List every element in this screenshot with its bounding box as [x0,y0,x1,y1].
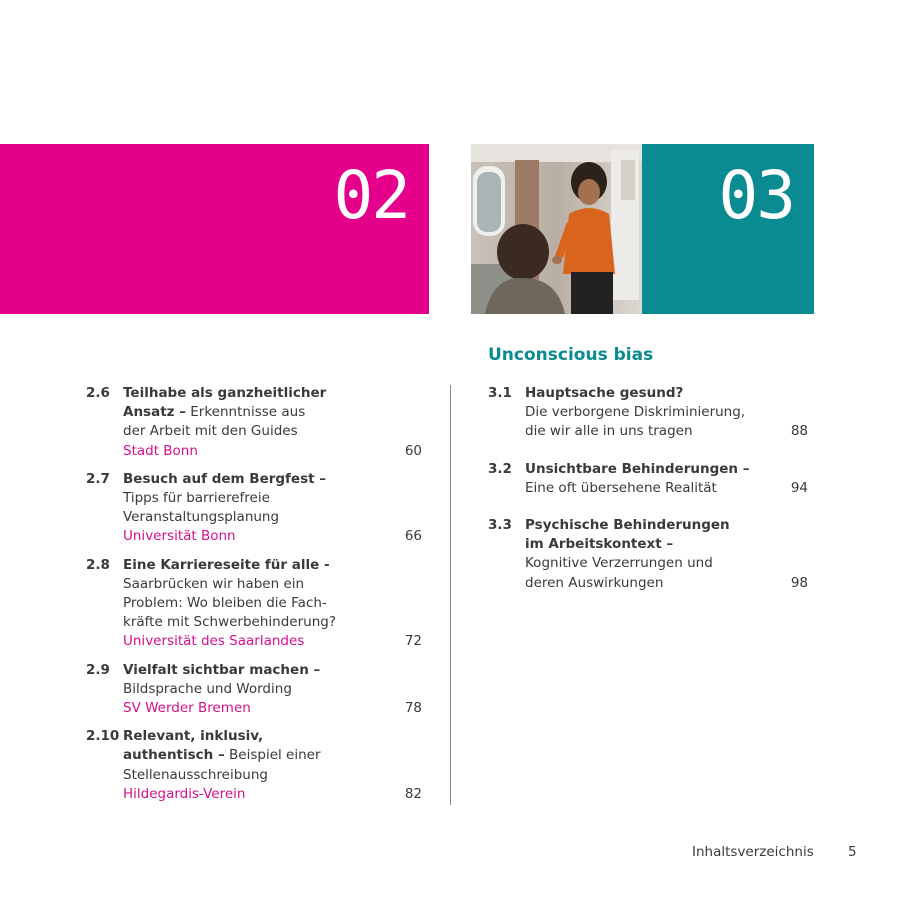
toc-entry-source: Stadt Bonn [123,442,198,459]
toc-entry-number: 2.10 [86,728,120,745]
column-divider [450,385,451,805]
toc-entry-title: Teilhabe als ganzheitlicher [123,385,327,401]
chapter-03-banner [642,144,814,314]
toc-entry-desc: Problem: Wo bleiben die Fach- [123,595,327,612]
toc-entry-desc: der Arbeit mit den Guides [123,423,298,440]
presentation-photo-illustration [471,144,642,314]
toc-chapter-02 [86,384,422,804]
toc-entry-2-8[interactable] [86,556,422,652]
chapter-number-03: 03 [718,157,794,234]
toc-entry-source: Universität Bonn [123,528,236,545]
toc-entry-page: 72 [404,633,422,650]
chapter-03-photo [471,144,642,314]
footer-page-number: 5 [848,844,857,860]
toc-entry-title: Vielfalt sichtbar machen – [123,661,321,678]
toc-entry-3-1[interactable] [488,384,808,442]
toc-entry-title: Eine Karriereseite für alle - [123,556,330,573]
toc-entry-2-9[interactable] [86,661,422,719]
toc-entry-desc: Beispiel einer [224,747,321,764]
toc-entry-desc: deren Auswirkungen [525,574,664,591]
toc-entry-number: 2.9 [86,661,110,678]
toc-entry-title: Hauptsache gesund? [525,385,684,401]
toc-entry-number: 3.2 [488,460,512,477]
toc-entry-page: 78 [404,700,422,717]
toc-entry-number: 2.7 [86,470,110,487]
toc-entry-desc: die wir alle in uns tragen [525,423,693,440]
toc-entry-title: Besuch auf dem Bergfest – [123,470,327,487]
toc-entry-2-6[interactable] [86,384,422,461]
toc-entry-desc: Eine oft übersehene Realität [525,479,717,496]
toc-entry-desc: Tipps für barrierefreie [123,490,270,507]
toc-entry-3-3[interactable] [488,516,808,593]
toc-entry-desc: kräfte mit Schwerbehinderung? [123,614,336,631]
toc-entry-desc: Kognitive Verzerrungen und [525,555,713,572]
toc-entry-number: 2.6 [86,385,110,401]
toc-entry-page: 94 [790,479,808,496]
toc-entry-number: 2.8 [86,556,110,573]
toc-entry-3-2[interactable] [488,460,808,498]
toc-entry-title: Unsichtbare Behinderungen – [525,460,750,477]
section-title: Unconscious bias [488,345,654,365]
chapter-02-banner [0,144,429,314]
toc-entry-title: Ansatz – [123,404,186,421]
toc-entry-2-7[interactable] [86,470,422,547]
footer-label: Inhaltsverzeichnis [692,844,814,860]
toc-entry-page: 82 [404,785,422,802]
toc-entry-number: 3.1 [488,385,512,401]
toc-entry-number: 3.3 [488,517,512,534]
toc-entry-title: im Arbeitskontext – [525,536,674,553]
toc-entry-page: 66 [404,528,422,545]
toc-entry-desc: Veranstaltungsplanung [123,509,280,526]
toc-entry-title: Relevant, inklusiv, [123,728,264,745]
toc-entry-2-10[interactable] [86,727,422,804]
toc-chapter-03 [488,384,808,593]
toc-entry-source: Hildegardis-Verein [123,785,246,802]
toc-entry-desc: Stellenausschreibung [123,766,268,783]
toc-entry-desc: Erkenntnisse aus [185,404,306,421]
toc-entry-source: SV Werder Bremen [123,700,251,717]
toc-entry-desc: Bildsprache und Wording [123,680,292,697]
toc-entry-source: Universität des Saarlandes [123,633,305,650]
toc-entry-title: Psychische Behinderungen [525,517,730,534]
toc-entry-page: 98 [790,574,808,591]
toc-entry-page: 60 [404,442,422,459]
toc-entry-page: 88 [790,423,808,440]
toc-entry-title: authentisch – [123,747,225,764]
chapter-number-02: 02 [333,157,409,234]
toc-entry-desc: Die verborgene Diskriminierung, [525,404,746,421]
toc-entry-desc: Saarbrücken wir haben ein [123,575,305,592]
